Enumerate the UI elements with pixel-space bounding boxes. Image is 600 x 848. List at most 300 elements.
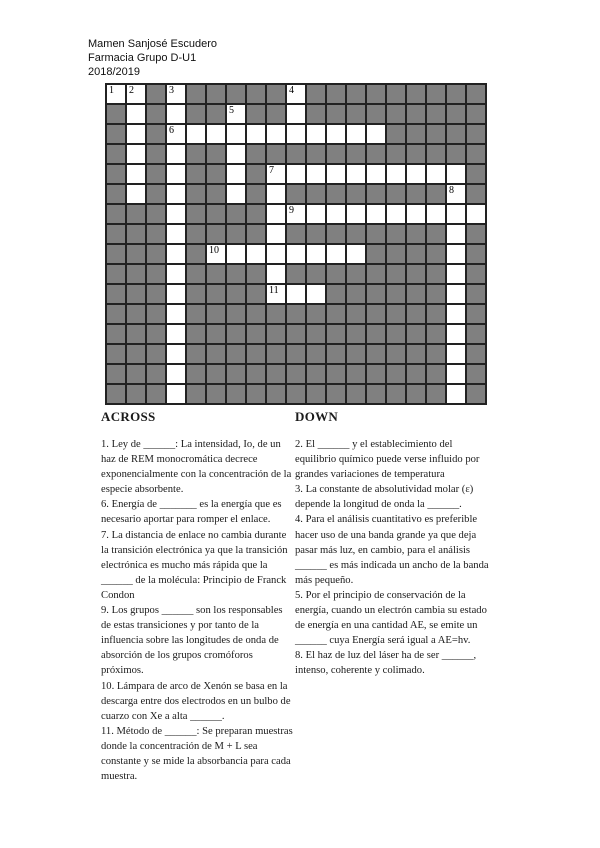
grid-cell-white[interactable] bbox=[166, 364, 186, 384]
grid-cell-black bbox=[106, 184, 126, 204]
grid-cell-black bbox=[306, 104, 326, 124]
grid-cell-black bbox=[426, 344, 446, 364]
grid-cell-white[interactable] bbox=[166, 84, 186, 104]
grid-cell-black bbox=[366, 304, 386, 324]
grid-cell-black bbox=[406, 284, 426, 304]
grid-cell-black bbox=[346, 264, 366, 284]
grid-cell-white[interactable] bbox=[406, 164, 426, 184]
grid-cell-black bbox=[386, 304, 406, 324]
grid-cell-black bbox=[426, 144, 446, 164]
across-clues bbox=[101, 409, 293, 784]
grid-cell-black bbox=[266, 324, 286, 344]
grid-cell-black bbox=[406, 224, 426, 244]
grid-cell-white[interactable] bbox=[326, 124, 346, 144]
grid-cell-black bbox=[266, 144, 286, 164]
grid-cell-white[interactable] bbox=[226, 184, 246, 204]
grid-cell-black bbox=[106, 264, 126, 284]
grid-cell-black bbox=[246, 364, 266, 384]
grid-cell-white[interactable] bbox=[366, 124, 386, 144]
grid-cell-black bbox=[146, 364, 166, 384]
grid-cell-white[interactable] bbox=[166, 344, 186, 364]
down-clue-4: 4. Para el análisis cuantitativo es preferible hacer uso de una banda grande ya que deja pasar más luz, en cambio, para el análisis ______ es más indicada un ancho de la banda más pequeño. bbox=[295, 514, 489, 586]
grid-cell-white[interactable] bbox=[166, 224, 186, 244]
grid-cell-black bbox=[426, 184, 446, 204]
grid-cell-white[interactable] bbox=[166, 284, 186, 304]
grid-cell-white[interactable] bbox=[226, 124, 246, 144]
grid-cell-black bbox=[286, 324, 306, 344]
grid-cell-white[interactable] bbox=[446, 164, 466, 184]
down-heading: DOWN bbox=[295, 409, 339, 424]
grid-cell-black bbox=[226, 204, 246, 224]
grid-cell-white[interactable] bbox=[426, 164, 446, 184]
grid-cell-white[interactable] bbox=[326, 244, 346, 264]
grid-cell-black bbox=[366, 144, 386, 164]
clue-number: 8 bbox=[449, 185, 454, 196]
grid-cell-black bbox=[406, 264, 426, 284]
grid-cell-black bbox=[306, 364, 326, 384]
grid-cell-black bbox=[206, 144, 226, 164]
grid-cell-black bbox=[286, 384, 306, 404]
grid-cell-white[interactable] bbox=[266, 184, 286, 204]
clue-number: 7 bbox=[269, 165, 274, 176]
grid-cell-white[interactable] bbox=[266, 244, 286, 264]
grid-cell-white[interactable] bbox=[286, 204, 306, 224]
grid-cell-black bbox=[206, 364, 226, 384]
grid-cell-black bbox=[246, 324, 266, 344]
grid-cell-white[interactable] bbox=[166, 124, 186, 144]
grid-cell-white[interactable] bbox=[166, 244, 186, 264]
grid-cell-black bbox=[366, 84, 386, 104]
grid-cell-black bbox=[186, 184, 206, 204]
grid-cell-black bbox=[206, 204, 226, 224]
grid-cell-white[interactable] bbox=[446, 344, 466, 364]
grid-cell-white[interactable] bbox=[306, 204, 326, 224]
clue-number: 5 bbox=[229, 105, 234, 116]
grid-cell-white[interactable] bbox=[126, 144, 146, 164]
grid-cell-black bbox=[426, 384, 446, 404]
grid-cell-black bbox=[426, 104, 446, 124]
grid-cell-black bbox=[146, 224, 166, 244]
grid-cell-black bbox=[366, 344, 386, 364]
grid-cell-white[interactable] bbox=[326, 164, 346, 184]
grid-cell-black bbox=[286, 144, 306, 164]
grid-cell-black bbox=[226, 264, 246, 284]
grid-cell-black bbox=[346, 284, 366, 304]
grid-cell-black bbox=[326, 284, 346, 304]
grid-cell-white[interactable] bbox=[166, 164, 186, 184]
grid-cell-black bbox=[246, 184, 266, 204]
academic-year: 2018/2019 bbox=[88, 66, 140, 78]
grid-cell-black bbox=[386, 124, 406, 144]
clue-number: 11 bbox=[269, 285, 279, 296]
grid-cell-white[interactable] bbox=[286, 124, 306, 144]
grid-cell-black bbox=[106, 364, 126, 384]
grid-cell-black bbox=[226, 344, 246, 364]
grid-cell-black bbox=[126, 224, 146, 244]
grid-cell-black bbox=[326, 184, 346, 204]
grid-cell-black bbox=[246, 284, 266, 304]
grid-cell-black bbox=[126, 284, 146, 304]
grid-cell-black bbox=[106, 104, 126, 124]
grid-cell-white[interactable] bbox=[126, 124, 146, 144]
grid-cell-black bbox=[466, 344, 486, 364]
grid-cell-white[interactable] bbox=[446, 384, 466, 404]
grid-cell-black bbox=[386, 224, 406, 244]
grid-cell-black bbox=[346, 144, 366, 164]
grid-cell-black bbox=[406, 124, 426, 144]
grid-cell-black bbox=[466, 304, 486, 324]
down-clue-5: 5. Por el principio de conservación de la energía, cuando un electrón cambia su estado de energía en una cantidad AE, se emite un ______ cuya Energía será igual a AE=hv. bbox=[295, 589, 487, 647]
grid-cell-white[interactable] bbox=[166, 304, 186, 324]
grid-cell-white[interactable] bbox=[166, 184, 186, 204]
grid-cell-black bbox=[466, 224, 486, 244]
grid-cell-black bbox=[206, 84, 226, 104]
grid-cell-black bbox=[466, 164, 486, 184]
grid-cell-white[interactable] bbox=[166, 144, 186, 164]
grid-cell-black bbox=[186, 304, 206, 324]
grid-cell-black bbox=[406, 364, 426, 384]
grid-cell-black bbox=[386, 364, 406, 384]
grid-cell-white[interactable] bbox=[366, 204, 386, 224]
grid-cell-white[interactable] bbox=[446, 224, 466, 244]
grid-cell-black bbox=[186, 324, 206, 344]
grid-cell-black bbox=[246, 144, 266, 164]
grid-cell-white[interactable] bbox=[386, 164, 406, 184]
grid-cell-black bbox=[146, 104, 166, 124]
grid-cell-black bbox=[126, 264, 146, 284]
grid-cell-black bbox=[446, 124, 466, 144]
down-clue-8: 8. El haz de luz del láser ha de ser ______, intenso, coherente y colimado. bbox=[295, 650, 477, 677]
grid-cell-black bbox=[206, 184, 226, 204]
grid-cell-black bbox=[206, 384, 226, 404]
grid-cell-black bbox=[346, 104, 366, 124]
grid-cell-black bbox=[406, 84, 426, 104]
grid-cell-black bbox=[406, 324, 426, 344]
grid-cell-white[interactable] bbox=[206, 244, 226, 264]
grid-cell-white[interactable] bbox=[426, 204, 446, 224]
grid-cell-white[interactable] bbox=[446, 364, 466, 384]
grid-cell-black bbox=[126, 324, 146, 344]
grid-cell-black bbox=[246, 204, 266, 224]
grid-cell-black bbox=[146, 244, 166, 264]
grid-cell-black bbox=[306, 264, 326, 284]
grid-cell-white[interactable] bbox=[306, 244, 326, 264]
grid-cell-black bbox=[366, 384, 386, 404]
grid-cell-black bbox=[446, 144, 466, 164]
grid-cell-white[interactable] bbox=[226, 144, 246, 164]
grid-cell-white[interactable] bbox=[266, 124, 286, 144]
grid-cell-white[interactable] bbox=[166, 324, 186, 344]
grid-cell-white[interactable] bbox=[166, 204, 186, 224]
grid-cell-black bbox=[426, 124, 446, 144]
grid-cell-black bbox=[146, 124, 166, 144]
grid-cell-black bbox=[246, 164, 266, 184]
grid-cell-black bbox=[106, 384, 126, 404]
grid-cell-black bbox=[286, 224, 306, 244]
grid-cell-white[interactable] bbox=[266, 164, 286, 184]
grid-cell-white[interactable] bbox=[226, 244, 246, 264]
clue-number: 4 bbox=[289, 85, 294, 96]
grid-cell-black bbox=[206, 164, 226, 184]
grid-cell-black bbox=[346, 84, 366, 104]
grid-cell-black bbox=[226, 224, 246, 244]
grid-cell-black bbox=[326, 264, 346, 284]
grid-cell-black bbox=[366, 184, 386, 204]
grid-cell-black bbox=[186, 364, 206, 384]
course-name: Farmacia Grupo D-U1 bbox=[88, 52, 197, 64]
grid-cell-black bbox=[466, 284, 486, 304]
grid-cell-black bbox=[266, 84, 286, 104]
grid-cell-black bbox=[206, 284, 226, 304]
crossword-grid bbox=[105, 83, 487, 405]
grid-cell-black bbox=[346, 184, 366, 204]
grid-cell-white[interactable] bbox=[286, 84, 306, 104]
grid-cell-white[interactable] bbox=[306, 164, 326, 184]
across-clue-11: 11. Método de ______: Se preparan muestras donde la concentración de M + L sea constante y se mide la absorbancia para cada muestra. bbox=[101, 725, 293, 783]
grid-cell-white[interactable] bbox=[126, 84, 146, 104]
author-name: Mamen Sanjosé Escudero bbox=[88, 38, 218, 50]
grid-cell-white[interactable] bbox=[106, 84, 126, 104]
grid-cell-black bbox=[426, 264, 446, 284]
clue-number: 1 bbox=[109, 85, 114, 96]
grid-cell-black bbox=[106, 204, 126, 224]
grid-cell-black bbox=[426, 324, 446, 344]
grid-cell-black bbox=[226, 384, 246, 404]
grid-cell-white[interactable] bbox=[446, 244, 466, 264]
down-clues bbox=[295, 409, 491, 679]
grid-cell-black bbox=[306, 324, 326, 344]
grid-cell-black bbox=[426, 364, 446, 384]
grid-cell-black bbox=[326, 324, 346, 344]
grid-cell-black bbox=[146, 184, 166, 204]
grid-cell-black bbox=[386, 264, 406, 284]
grid-cell-black bbox=[246, 104, 266, 124]
grid-cell-white[interactable] bbox=[466, 204, 486, 224]
grid-cell-black bbox=[266, 364, 286, 384]
grid-cell-black bbox=[306, 344, 326, 364]
grid-cell-black bbox=[366, 364, 386, 384]
grid-cell-black bbox=[326, 144, 346, 164]
grid-cell-black bbox=[106, 224, 126, 244]
grid-cell-black bbox=[466, 184, 486, 204]
grid-cell-white[interactable] bbox=[346, 124, 366, 144]
across-clue-10: 10. Lámpara de arco de Xenón se basa en la descarga entre dos electrodos en un bulbo de cuarzo con Xe a alta ______. bbox=[101, 680, 291, 722]
grid-cell-white[interactable] bbox=[446, 284, 466, 304]
grid-cell-white[interactable] bbox=[306, 124, 326, 144]
grid-cell-white[interactable] bbox=[206, 124, 226, 144]
clue-number: 6 bbox=[169, 125, 174, 136]
grid-cell-black bbox=[146, 264, 166, 284]
clue-number: 10 bbox=[209, 245, 219, 256]
grid-cell-black bbox=[466, 144, 486, 164]
grid-cell-black bbox=[286, 264, 306, 284]
grid-cell-black bbox=[126, 344, 146, 364]
grid-cell-black bbox=[106, 144, 126, 164]
grid-cell-black bbox=[226, 84, 246, 104]
grid-cell-white[interactable] bbox=[266, 204, 286, 224]
grid-cell-black bbox=[186, 384, 206, 404]
grid-cell-black bbox=[126, 204, 146, 224]
grid-cell-white[interactable] bbox=[166, 104, 186, 124]
grid-cell-white[interactable] bbox=[366, 164, 386, 184]
grid-cell-black bbox=[126, 384, 146, 404]
grid-cell-black bbox=[346, 364, 366, 384]
grid-cell-black bbox=[406, 184, 426, 204]
grid-cell-black bbox=[246, 84, 266, 104]
grid-cell-black bbox=[106, 164, 126, 184]
grid-cell-white[interactable] bbox=[446, 324, 466, 344]
grid-cell-black bbox=[446, 84, 466, 104]
grid-cell-black bbox=[186, 244, 206, 264]
grid-cell-black bbox=[126, 364, 146, 384]
grid-cell-black bbox=[226, 304, 246, 324]
grid-cell-white[interactable] bbox=[126, 104, 146, 124]
across-clue-7: 7. La distancia de enlace no cambia durante la transición electrónica ya que la transición electrónica es mucho más rápida que la ______ de la molécula: Principio de Franck Condon bbox=[101, 529, 288, 601]
grid-cell-black bbox=[146, 144, 166, 164]
grid-cell-white[interactable] bbox=[286, 164, 306, 184]
grid-cell-black bbox=[206, 304, 226, 324]
grid-cell-white[interactable] bbox=[326, 204, 346, 224]
grid-cell-black bbox=[306, 304, 326, 324]
grid-cell-black bbox=[366, 284, 386, 304]
grid-cell-black bbox=[426, 224, 446, 244]
grid-cell-black bbox=[386, 144, 406, 164]
grid-cell-black bbox=[426, 284, 446, 304]
grid-cell-black bbox=[286, 344, 306, 364]
clue-number: 3 bbox=[169, 85, 174, 96]
grid-cell-white[interactable] bbox=[346, 164, 366, 184]
grid-cell-black bbox=[306, 84, 326, 104]
grid-cell-black bbox=[406, 304, 426, 324]
grid-cell-black bbox=[466, 124, 486, 144]
grid-cell-black bbox=[426, 244, 446, 264]
grid-cell-white[interactable] bbox=[166, 384, 186, 404]
grid-cell-black bbox=[466, 244, 486, 264]
across-heading: ACROSS bbox=[101, 409, 156, 424]
grid-cell-white[interactable] bbox=[446, 264, 466, 284]
grid-cell-black bbox=[106, 284, 126, 304]
grid-cell-black bbox=[146, 344, 166, 364]
grid-cell-black bbox=[266, 304, 286, 324]
across-clue-6: 6. Energía de _______ es la energía que es necesario aportar para romper el enlace. bbox=[101, 499, 282, 526]
grid-cell-black bbox=[306, 184, 326, 204]
grid-cell-white[interactable] bbox=[306, 284, 326, 304]
grid-cell-black bbox=[426, 84, 446, 104]
grid-cell-black bbox=[346, 344, 366, 364]
grid-cell-black bbox=[266, 344, 286, 364]
grid-cell-white[interactable] bbox=[246, 244, 266, 264]
grid-cell-white[interactable] bbox=[446, 304, 466, 324]
grid-cell-black bbox=[386, 184, 406, 204]
grid-cell-white[interactable] bbox=[386, 204, 406, 224]
grid-cell-black bbox=[246, 224, 266, 244]
grid-cell-black bbox=[286, 184, 306, 204]
grid-cell-white[interactable] bbox=[126, 184, 146, 204]
grid-cell-black bbox=[106, 344, 126, 364]
grid-cell-white[interactable] bbox=[286, 104, 306, 124]
grid-cell-white[interactable] bbox=[406, 204, 426, 224]
grid-cell-black bbox=[206, 264, 226, 284]
grid-cell-black bbox=[346, 224, 366, 244]
grid-cell-black bbox=[246, 304, 266, 324]
grid-cell-black bbox=[246, 344, 266, 364]
grid-cell-white[interactable] bbox=[346, 244, 366, 264]
clue-number: 2 bbox=[129, 85, 134, 96]
document-header bbox=[88, 37, 217, 79]
grid-cell-black bbox=[186, 84, 206, 104]
grid-cell-black bbox=[326, 344, 346, 364]
grid-cell-black bbox=[206, 224, 226, 244]
grid-cell-black bbox=[186, 284, 206, 304]
grid-cell-white[interactable] bbox=[226, 164, 246, 184]
grid-cell-black bbox=[186, 224, 206, 244]
grid-cell-black bbox=[326, 384, 346, 404]
grid-cell-black bbox=[406, 344, 426, 364]
grid-cell-black bbox=[386, 104, 406, 124]
grid-cell-black bbox=[146, 84, 166, 104]
grid-cell-black bbox=[346, 324, 366, 344]
across-clue-1: 1. Ley de ______: La intensidad, Io, de un haz de REM monocromática decrece exponencialmente con la concentración de la especie absorbente. bbox=[101, 439, 292, 496]
grid-cell-black bbox=[266, 104, 286, 124]
grid-cell-black bbox=[386, 384, 406, 404]
grid-cell-white[interactable] bbox=[446, 204, 466, 224]
grid-cell-white[interactable] bbox=[246, 124, 266, 144]
grid-cell-black bbox=[286, 304, 306, 324]
across-clue-9: 9. Los grupos ______ son los responsables de estas transiciones y por tanto de la influencia sobre las longitudes de onda de absorción de los grupos cromóforos próximos. bbox=[101, 605, 283, 677]
grid-cell-white[interactable] bbox=[346, 204, 366, 224]
grid-cell-white[interactable] bbox=[266, 264, 286, 284]
grid-cell-black bbox=[346, 384, 366, 404]
grid-cell-black bbox=[466, 324, 486, 344]
grid-cell-white[interactable] bbox=[286, 284, 306, 304]
grid-cell-black bbox=[186, 164, 206, 184]
grid-cell-black bbox=[206, 104, 226, 124]
grid-cell-black bbox=[206, 324, 226, 344]
grid-cell-black bbox=[286, 364, 306, 384]
grid-cell-black bbox=[386, 324, 406, 344]
grid-cell-white[interactable] bbox=[446, 184, 466, 204]
grid-cell-black bbox=[306, 384, 326, 404]
grid-cell-black bbox=[366, 224, 386, 244]
grid-cell-black bbox=[146, 324, 166, 344]
grid-cell-black bbox=[326, 224, 346, 244]
clue-number: 9 bbox=[289, 205, 294, 216]
grid-cell-black bbox=[326, 304, 346, 324]
grid-cell-black bbox=[386, 84, 406, 104]
grid-cell-white[interactable] bbox=[166, 264, 186, 284]
grid-cell-black bbox=[386, 344, 406, 364]
grid-cell-black bbox=[406, 384, 426, 404]
grid-cell-white[interactable] bbox=[266, 224, 286, 244]
grid-cell-white[interactable] bbox=[186, 124, 206, 144]
grid-cell-black bbox=[206, 344, 226, 364]
grid-cell-white[interactable] bbox=[286, 244, 306, 264]
grid-cell-black bbox=[186, 144, 206, 164]
grid-cell-black bbox=[146, 204, 166, 224]
grid-cell-black bbox=[306, 144, 326, 164]
grid-cell-white[interactable] bbox=[126, 164, 146, 184]
grid-cell-white[interactable] bbox=[266, 284, 286, 304]
grid-cell-black bbox=[186, 204, 206, 224]
grid-cell-black bbox=[406, 244, 426, 264]
grid-cell-black bbox=[466, 364, 486, 384]
grid-cell-black bbox=[126, 244, 146, 264]
grid-cell-black bbox=[426, 304, 446, 324]
grid-cell-black bbox=[186, 264, 206, 284]
grid-cell-white[interactable] bbox=[226, 104, 246, 124]
grid-cell-black bbox=[266, 384, 286, 404]
grid-cell-black bbox=[226, 284, 246, 304]
